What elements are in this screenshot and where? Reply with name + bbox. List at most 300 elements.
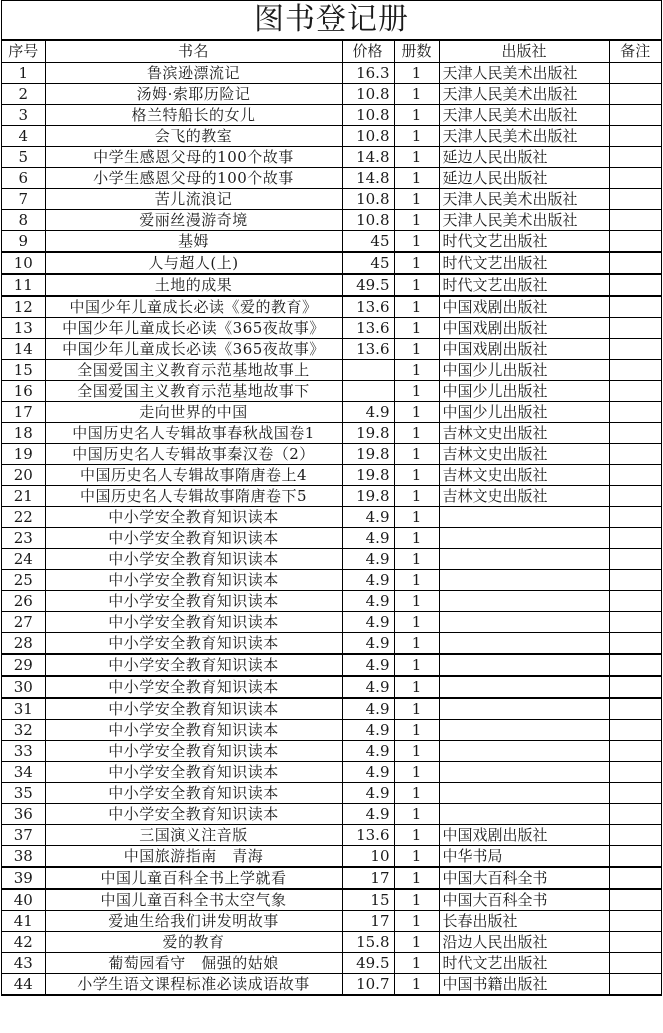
cell-price: 15.8 — [342, 931, 394, 952]
table-row — [2, 146, 661, 167]
cell-note — [609, 209, 661, 230]
cell-qty: 1 — [394, 845, 439, 867]
cell-note — [609, 104, 661, 125]
cell-qty: 1 — [394, 338, 439, 359]
cell-note — [609, 146, 661, 167]
cell-no: 4 — [2, 125, 45, 146]
cell-publisher: 中国大百科全书 — [439, 867, 609, 889]
cell-qty: 1 — [394, 548, 439, 569]
cell-no: 19 — [2, 443, 45, 464]
cell-no: 33 — [2, 740, 45, 761]
table-row — [2, 167, 661, 188]
cell-publisher — [439, 569, 609, 590]
cell-note — [609, 485, 661, 506]
cell-note — [609, 83, 661, 104]
cell-publisher — [439, 654, 609, 676]
cell-publisher — [439, 698, 609, 720]
cell-price: 4.9 — [342, 632, 394, 654]
cell-note — [609, 632, 661, 654]
cell-qty: 1 — [394, 569, 439, 590]
cell-note — [609, 506, 661, 527]
cell-title: 中小学安全教育知识读本 — [45, 632, 342, 654]
cell-publisher: 吉林文史出版社 — [439, 443, 609, 464]
cell-publisher: 中国戏剧出版社 — [439, 296, 609, 318]
table-row — [2, 719, 661, 740]
cell-qty: 1 — [394, 654, 439, 676]
cell-qty: 1 — [394, 740, 439, 761]
cell-qty: 1 — [394, 230, 439, 252]
cell-title: 中国历史名人专辑故事春秋战国卷1 — [45, 422, 342, 443]
cell-no: 13 — [2, 317, 45, 338]
cell-qty: 1 — [394, 188, 439, 209]
table-row — [2, 485, 661, 506]
cell-no: 16 — [2, 380, 45, 401]
cell-publisher: 时代文艺出版社 — [439, 230, 609, 252]
cell-no: 44 — [2, 973, 45, 994]
cell-title: 会飞的教室 — [45, 125, 342, 146]
cell-price: 4.9 — [342, 698, 394, 720]
cell-title: 全国爱国主义教育示范基地故事下 — [45, 380, 342, 401]
cell-no: 27 — [2, 611, 45, 632]
cell-title: 中国少年儿童成长必读《365夜故事》 — [45, 317, 342, 338]
cell-publisher — [439, 782, 609, 803]
cell-note — [609, 62, 661, 83]
cell-note — [609, 740, 661, 761]
cell-price: 13.6 — [342, 317, 394, 338]
cell-title: 中国少年儿童成长必读《365夜故事》 — [45, 338, 342, 359]
cell-no: 31 — [2, 698, 45, 720]
cell-no: 18 — [2, 422, 45, 443]
cell-no: 32 — [2, 719, 45, 740]
cell-note — [609, 464, 661, 485]
cell-no: 39 — [2, 867, 45, 889]
table-body — [2, 62, 661, 994]
cell-price: 4.9 — [342, 611, 394, 632]
table-row — [2, 952, 661, 973]
cell-publisher — [439, 740, 609, 761]
table-row — [2, 252, 661, 274]
cell-title: 土地的成果 — [45, 274, 342, 296]
cell-title: 中小学安全教育知识读本 — [45, 698, 342, 720]
cell-title: 汤姆·索耶历险记 — [45, 83, 342, 104]
cell-price: 15 — [342, 889, 394, 911]
table-row — [2, 443, 661, 464]
cell-title: 中小学安全教育知识读本 — [45, 782, 342, 803]
table-row — [2, 230, 661, 252]
cell-qty: 1 — [394, 676, 439, 698]
cell-title: 中国少年儿童成长必读《爱的教育》 — [45, 296, 342, 318]
cell-publisher: 中国戏剧出版社 — [439, 824, 609, 845]
table-row — [2, 125, 661, 146]
cell-qty: 1 — [394, 401, 439, 422]
cell-title: 三国演义注音版 — [45, 824, 342, 845]
sheet-title: 图书登记册 — [2, 0, 661, 41]
cell-qty: 1 — [394, 167, 439, 188]
cell-note — [609, 569, 661, 590]
cell-price: 19.8 — [342, 464, 394, 485]
table-row — [2, 296, 661, 318]
cell-no: 6 — [2, 167, 45, 188]
table-row — [2, 380, 661, 401]
cell-title: 人与超人(上) — [45, 252, 342, 274]
cell-price — [342, 359, 394, 380]
table-row — [2, 654, 661, 676]
cell-title: 中国历史名人专辑故事隋唐卷下5 — [45, 485, 342, 506]
table-row — [2, 676, 661, 698]
header-no: 序号 — [2, 41, 45, 62]
cell-title: 中小学安全教育知识读本 — [45, 548, 342, 569]
table-row — [2, 824, 661, 845]
cell-title: 小学生语文课程标准必读成语故事 — [45, 973, 342, 994]
cell-publisher — [439, 527, 609, 548]
cell-title: 中学生感恩父母的100个故事 — [45, 146, 342, 167]
table-row — [2, 611, 661, 632]
cell-no: 7 — [2, 188, 45, 209]
header-publisher: 出版社 — [439, 41, 609, 62]
cell-publisher — [439, 632, 609, 654]
cell-price: 13.6 — [342, 296, 394, 318]
cell-publisher — [439, 548, 609, 569]
cell-price: 19.8 — [342, 422, 394, 443]
table-row — [2, 274, 661, 296]
cell-publisher: 天津人民美术出版社 — [439, 188, 609, 209]
cell-price: 17 — [342, 910, 394, 931]
cell-qty: 1 — [394, 506, 439, 527]
cell-qty: 1 — [394, 527, 439, 548]
cell-qty: 1 — [394, 146, 439, 167]
cell-price: 45 — [342, 252, 394, 274]
cell-price: 4.9 — [342, 676, 394, 698]
cell-note — [609, 252, 661, 274]
table-row — [2, 973, 661, 994]
cell-no: 9 — [2, 230, 45, 252]
cell-note — [609, 274, 661, 296]
cell-qty: 1 — [394, 359, 439, 380]
cell-no: 14 — [2, 338, 45, 359]
cell-qty: 1 — [394, 719, 439, 740]
cell-price: 4.9 — [342, 590, 394, 611]
table-row — [2, 782, 661, 803]
cell-qty: 1 — [394, 590, 439, 611]
cell-publisher: 中华书局 — [439, 845, 609, 867]
table-row — [2, 740, 661, 761]
cell-price: 13.6 — [342, 338, 394, 359]
cell-publisher: 时代文艺出版社 — [439, 252, 609, 274]
cell-publisher: 吉林文史出版社 — [439, 485, 609, 506]
cell-note — [609, 167, 661, 188]
cell-price: 4.9 — [342, 548, 394, 569]
table-row — [2, 422, 661, 443]
table-row — [2, 188, 661, 209]
cell-publisher: 中国少儿出版社 — [439, 401, 609, 422]
cell-price: 4.9 — [342, 654, 394, 676]
cell-title: 中国儿童百科全书太空气象 — [45, 889, 342, 911]
cell-price: 4.9 — [342, 569, 394, 590]
cell-title: 中小学安全教育知识读本 — [45, 527, 342, 548]
table-row — [2, 931, 661, 952]
cell-qty: 1 — [394, 296, 439, 318]
cell-no: 29 — [2, 654, 45, 676]
cell-note — [609, 867, 661, 889]
header-note: 备注 — [609, 41, 661, 62]
cell-no: 40 — [2, 889, 45, 911]
cell-publisher: 天津人民美术出版社 — [439, 83, 609, 104]
cell-note — [609, 188, 661, 209]
cell-no: 42 — [2, 931, 45, 952]
cell-publisher — [439, 761, 609, 782]
cell-no: 3 — [2, 104, 45, 125]
cell-title: 中小学安全教育知识读本 — [45, 676, 342, 698]
cell-note — [609, 443, 661, 464]
table-row — [2, 548, 661, 569]
table-row — [2, 867, 661, 889]
cell-publisher: 中国戏剧出版社 — [439, 317, 609, 338]
cell-price: 49.5 — [342, 274, 394, 296]
cell-note — [609, 125, 661, 146]
cell-publisher: 中国戏剧出版社 — [439, 338, 609, 359]
cell-title: 中国历史名人专辑故事秦汉卷（2） — [45, 443, 342, 464]
header-title: 书名 — [45, 41, 342, 62]
cell-publisher: 延边人民出版社 — [439, 167, 609, 188]
cell-title: 中小学安全教育知识读本 — [45, 611, 342, 632]
cell-title: 中小学安全教育知识读本 — [45, 590, 342, 611]
cell-publisher — [439, 590, 609, 611]
cell-title: 中小学安全教育知识读本 — [45, 569, 342, 590]
cell-note — [609, 654, 661, 676]
table-row — [2, 845, 661, 867]
cell-no: 28 — [2, 632, 45, 654]
cell-qty: 1 — [394, 317, 439, 338]
cell-price: 10.8 — [342, 125, 394, 146]
header-row — [2, 41, 661, 62]
cell-no: 30 — [2, 676, 45, 698]
cell-note — [609, 973, 661, 994]
cell-qty: 1 — [394, 209, 439, 230]
cell-qty: 1 — [394, 803, 439, 824]
cell-title: 中国儿童百科全书上学就看 — [45, 867, 342, 889]
cell-price: 10.7 — [342, 973, 394, 994]
cell-note — [609, 824, 661, 845]
cell-no: 15 — [2, 359, 45, 380]
cell-note — [609, 380, 661, 401]
cell-qty: 1 — [394, 889, 439, 911]
cell-qty: 1 — [394, 761, 439, 782]
cell-title: 葡萄园看守 倔强的姑娘 — [45, 952, 342, 973]
cell-title: 基姆 — [45, 230, 342, 252]
table-row — [2, 464, 661, 485]
cell-no: 5 — [2, 146, 45, 167]
cell-note — [609, 698, 661, 720]
cell-no: 41 — [2, 910, 45, 931]
cell-publisher: 中国书籍出版社 — [439, 973, 609, 994]
cell-price: 4.9 — [342, 740, 394, 761]
header-qty: 册数 — [394, 41, 439, 62]
table-row — [2, 527, 661, 548]
cell-publisher — [439, 803, 609, 824]
cell-note — [609, 782, 661, 803]
cell-publisher: 天津人民美术出版社 — [439, 104, 609, 125]
table-row — [2, 698, 661, 720]
cell-note — [609, 401, 661, 422]
cell-note — [609, 719, 661, 740]
cell-price: 10.8 — [342, 104, 394, 125]
book-register-sheet — [1, 0, 662, 996]
cell-price: 10.8 — [342, 83, 394, 104]
cell-qty: 1 — [394, 252, 439, 274]
cell-note — [609, 590, 661, 611]
cell-qty: 1 — [394, 910, 439, 931]
cell-note — [609, 611, 661, 632]
cell-title: 全国爱国主义教育示范基地故事上 — [45, 359, 342, 380]
cell-no: 1 — [2, 62, 45, 83]
cell-price: 4.9 — [342, 803, 394, 824]
table-row — [2, 209, 661, 230]
cell-no: 43 — [2, 952, 45, 973]
cell-note — [609, 676, 661, 698]
cell-publisher: 沿边人民出版社 — [439, 931, 609, 952]
cell-title: 中国历史名人专辑故事隋唐卷上4 — [45, 464, 342, 485]
table-row — [2, 359, 661, 380]
table-row — [2, 632, 661, 654]
table-row — [2, 338, 661, 359]
cell-title: 中小学安全教育知识读本 — [45, 761, 342, 782]
cell-publisher: 吉林文史出版社 — [439, 422, 609, 443]
cell-no: 10 — [2, 252, 45, 274]
table-row — [2, 590, 661, 611]
cell-qty: 1 — [394, 867, 439, 889]
header-price: 价格 — [342, 41, 394, 62]
cell-price: 19.8 — [342, 443, 394, 464]
cell-title: 爱丽丝漫游奇境 — [45, 209, 342, 230]
cell-title: 中小学安全教育知识读本 — [45, 740, 342, 761]
cell-note — [609, 889, 661, 911]
cell-title: 中小学安全教育知识读本 — [45, 654, 342, 676]
cell-no: 23 — [2, 527, 45, 548]
cell-qty: 1 — [394, 380, 439, 401]
cell-title: 格兰特船长的女儿 — [45, 104, 342, 125]
cell-qty: 1 — [394, 698, 439, 720]
cell-qty: 1 — [394, 782, 439, 803]
cell-price: 4.9 — [342, 782, 394, 803]
cell-no: 20 — [2, 464, 45, 485]
cell-no: 21 — [2, 485, 45, 506]
cell-qty: 1 — [394, 274, 439, 296]
cell-qty: 1 — [394, 62, 439, 83]
cell-note — [609, 761, 661, 782]
table-row — [2, 910, 661, 931]
cell-qty: 1 — [394, 973, 439, 994]
cell-qty: 1 — [394, 485, 439, 506]
cell-publisher: 天津人民美术出版社 — [439, 209, 609, 230]
cell-price: 45 — [342, 230, 394, 252]
cell-price: 4.9 — [342, 719, 394, 740]
cell-qty: 1 — [394, 464, 439, 485]
cell-no: 36 — [2, 803, 45, 824]
cell-publisher: 吉林文史出版社 — [439, 464, 609, 485]
cell-price: 4.9 — [342, 401, 394, 422]
cell-price: 17 — [342, 867, 394, 889]
cell-note — [609, 952, 661, 973]
cell-title: 苦儿流浪记 — [45, 188, 342, 209]
cell-note — [609, 317, 661, 338]
cell-no: 25 — [2, 569, 45, 590]
table-row — [2, 506, 661, 527]
table-row — [2, 104, 661, 125]
cell-note — [609, 338, 661, 359]
cell-publisher — [439, 719, 609, 740]
table-row — [2, 889, 661, 911]
cell-publisher: 时代文艺出版社 — [439, 952, 609, 973]
cell-title: 走向世界的中国 — [45, 401, 342, 422]
cell-qty: 1 — [394, 632, 439, 654]
cell-price: 4.9 — [342, 761, 394, 782]
cell-qty: 1 — [394, 83, 439, 104]
cell-title: 中小学安全教育知识读本 — [45, 803, 342, 824]
cell-note — [609, 910, 661, 931]
cell-price — [342, 380, 394, 401]
cell-publisher: 延边人民出版社 — [439, 146, 609, 167]
table-row — [2, 401, 661, 422]
cell-title: 中国旅游指南 青海 — [45, 845, 342, 867]
cell-note — [609, 296, 661, 318]
cell-qty: 1 — [394, 104, 439, 125]
cell-note — [609, 931, 661, 952]
cell-publisher: 中国少儿出版社 — [439, 380, 609, 401]
cell-price: 4.9 — [342, 527, 394, 548]
cell-price: 10 — [342, 845, 394, 867]
cell-publisher: 天津人民美术出版社 — [439, 125, 609, 146]
cell-note — [609, 548, 661, 569]
cell-note — [609, 527, 661, 548]
cell-note — [609, 845, 661, 867]
cell-qty: 1 — [394, 611, 439, 632]
cell-price: 10.8 — [342, 209, 394, 230]
cell-publisher — [439, 506, 609, 527]
cell-price: 10.8 — [342, 188, 394, 209]
cell-no: 12 — [2, 296, 45, 318]
cell-note — [609, 422, 661, 443]
cell-publisher: 天津人民美术出版社 — [439, 62, 609, 83]
cell-price: 14.8 — [342, 146, 394, 167]
cell-title: 中小学安全教育知识读本 — [45, 506, 342, 527]
cell-qty: 1 — [394, 443, 439, 464]
cell-qty: 1 — [394, 931, 439, 952]
table-row — [2, 761, 661, 782]
cell-no: 11 — [2, 274, 45, 296]
cell-price: 13.6 — [342, 824, 394, 845]
cell-publisher: 长春出版社 — [439, 910, 609, 931]
cell-no: 34 — [2, 761, 45, 782]
cell-title: 爱的教育 — [45, 931, 342, 952]
cell-price: 19.8 — [342, 485, 394, 506]
cell-no: 37 — [2, 824, 45, 845]
cell-price: 4.9 — [342, 506, 394, 527]
table-row — [2, 62, 661, 83]
cell-no: 38 — [2, 845, 45, 867]
cell-title: 中小学安全教育知识读本 — [45, 719, 342, 740]
cell-no: 24 — [2, 548, 45, 569]
cell-qty: 1 — [394, 125, 439, 146]
table-row — [2, 317, 661, 338]
cell-publisher: 时代文艺出版社 — [439, 274, 609, 296]
table-row — [2, 83, 661, 104]
cell-note — [609, 803, 661, 824]
cell-price: 49.5 — [342, 952, 394, 973]
cell-no: 22 — [2, 506, 45, 527]
cell-publisher: 中国少儿出版社 — [439, 359, 609, 380]
cell-price: 14.8 — [342, 167, 394, 188]
cell-note — [609, 230, 661, 252]
